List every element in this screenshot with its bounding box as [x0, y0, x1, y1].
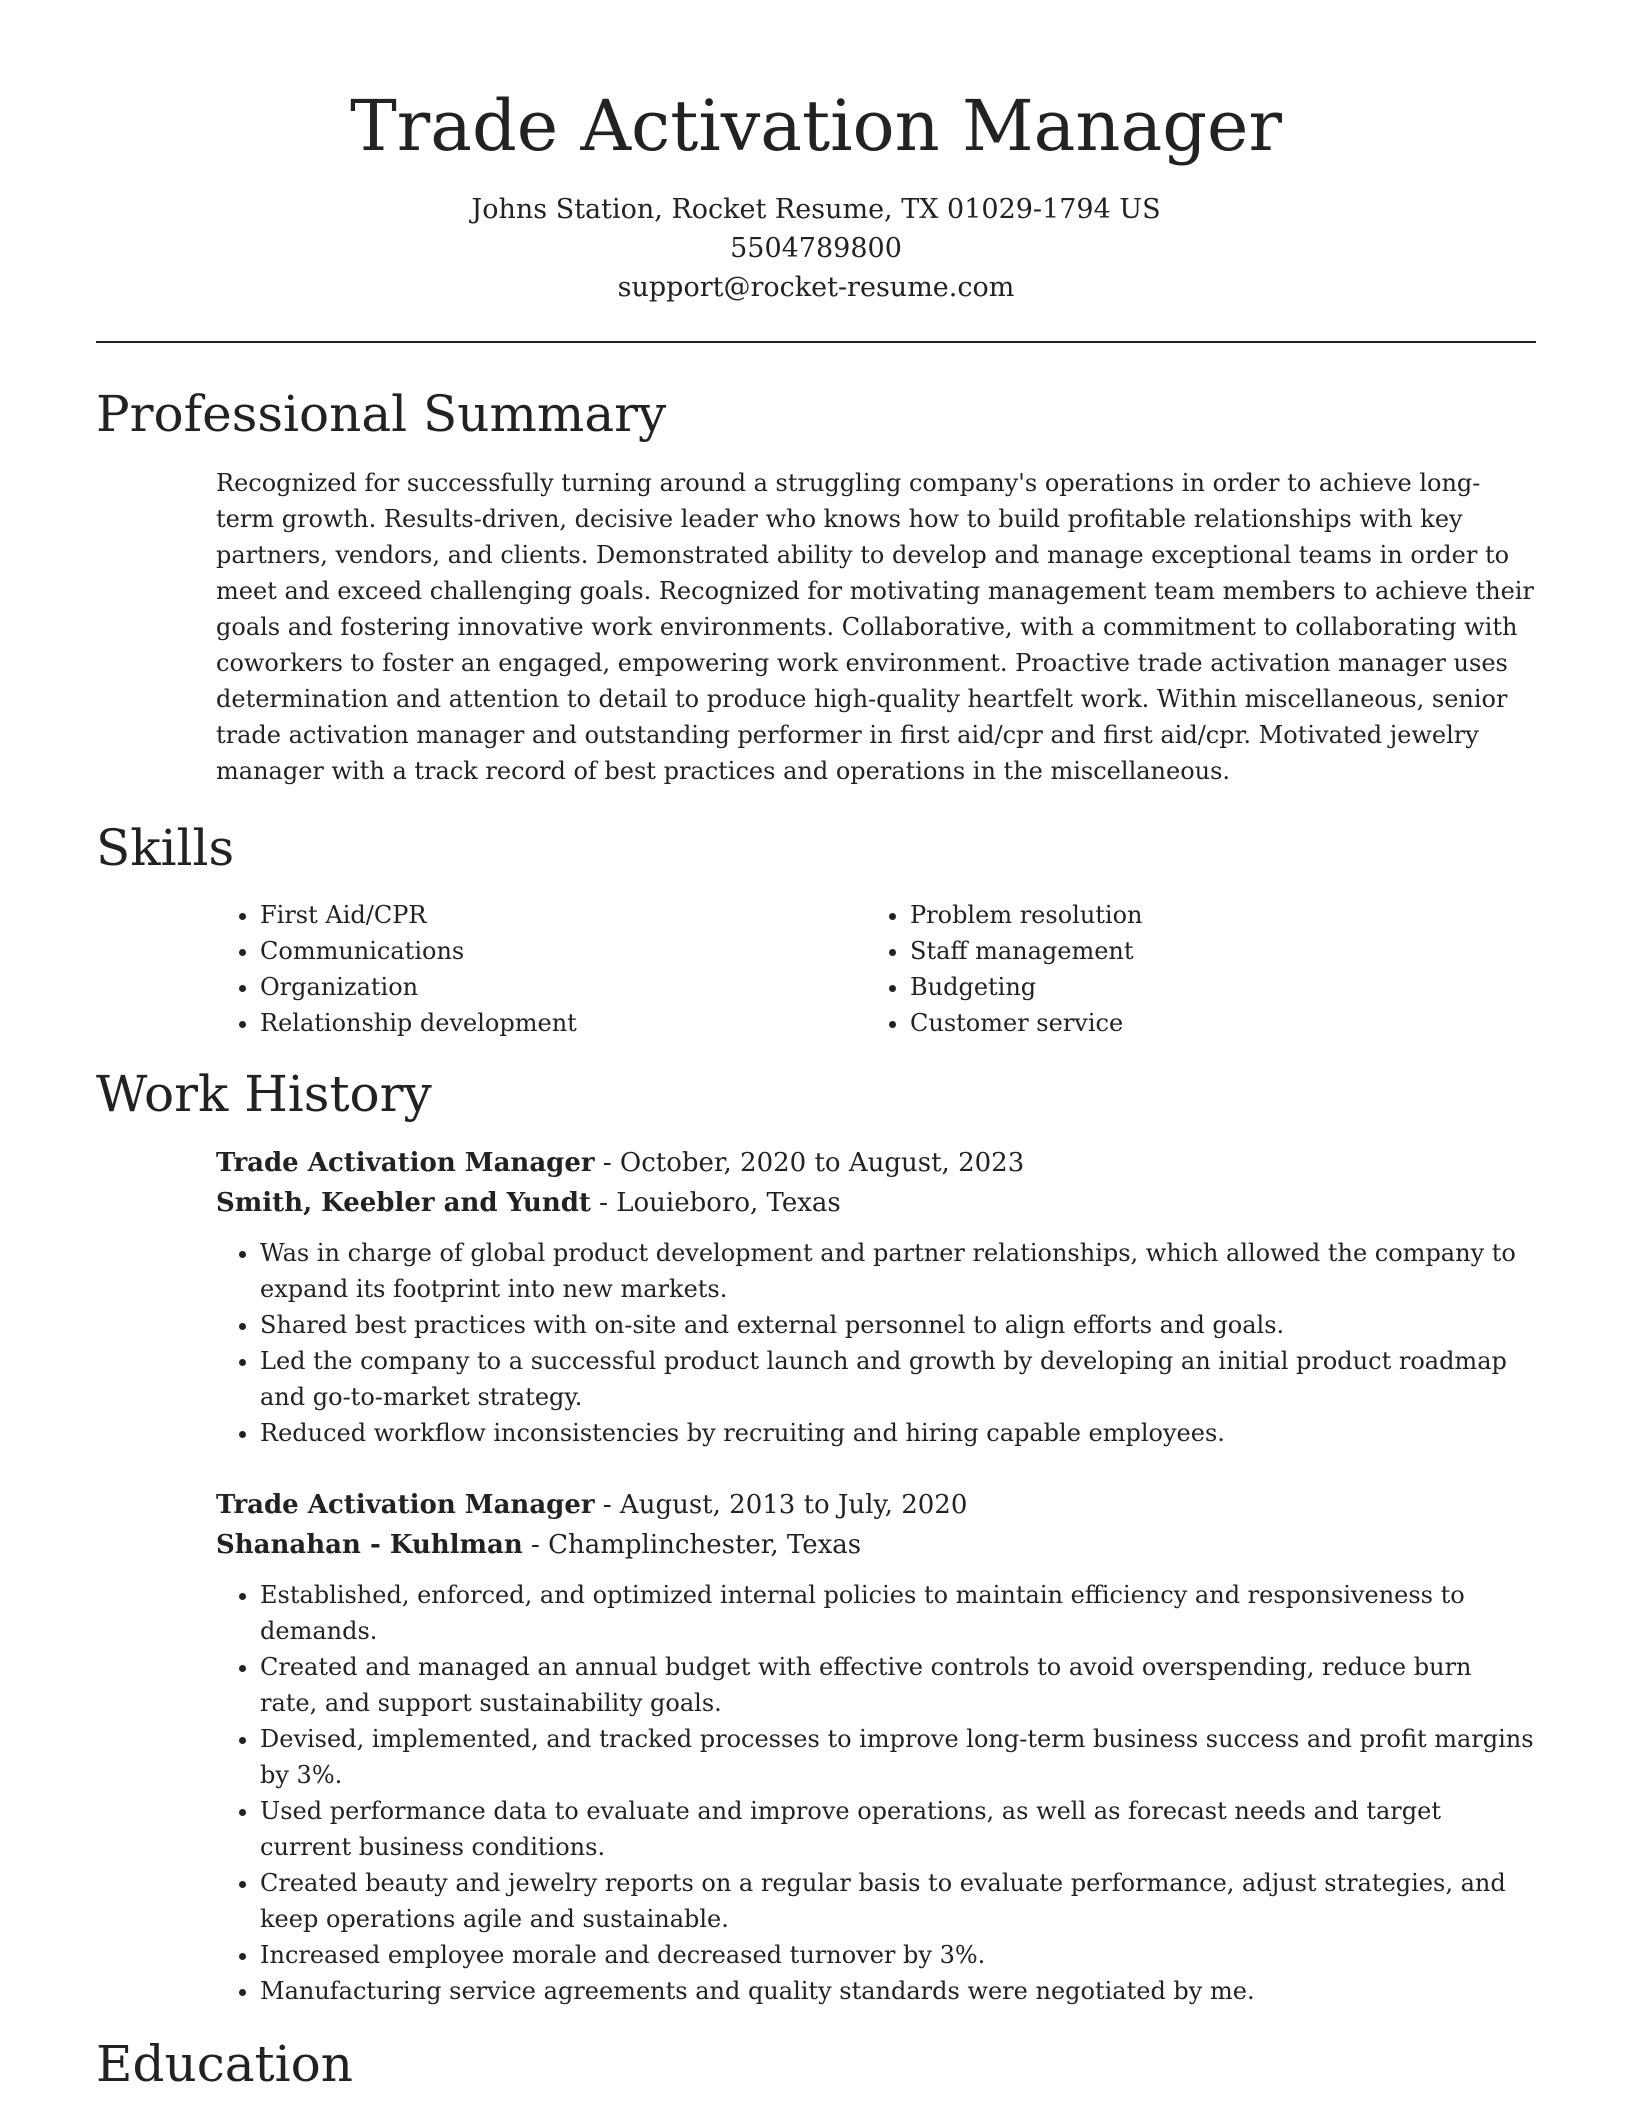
- summary-section: [96, 383, 1536, 789]
- job-title: Trade Activation Manager: [216, 1490, 595, 1520]
- job-bullet: • Led the company to a successful product launch and growth by developing an initial product roadmap and go-to-market strategy.: [260, 1343, 1536, 1415]
- job-dates: - August, 2013 to July, 2020: [594, 1490, 968, 1520]
- job-company-line: [216, 1525, 1536, 1565]
- skill-item: • Staff management: [910, 933, 1516, 969]
- job-bullet: • Established, enforced, and optimized internal policies to maintain efficiency and responsiveness to demands.: [260, 1577, 1536, 1649]
- job-bullet: • Manufacturing service agreements and quality standards were negotiated by me.: [260, 1973, 1536, 2009]
- job-bullet: • Shared best practices with on-site and external personnel to align efforts and goals.: [260, 1307, 1536, 1343]
- job-bullet: • Created and managed an annual budget with effective controls to avoid overspending, reduce burn rate, and support sustainability goals.: [260, 1649, 1536, 1721]
- resume-header: [96, 0, 1536, 307]
- job-dates: - October, 2020 to August, 2023: [594, 1148, 1025, 1178]
- skill-item: • First Aid/CPR: [260, 897, 866, 933]
- work-history-section: [96, 1063, 1536, 2009]
- job-bullet: • Created beauty and jewelry reports on a regular basis to evaluate performance, adjust strategies, and keep operations agile and sustainable.: [260, 1865, 1536, 1937]
- summary-heading: Professional Summary: [96, 385, 667, 443]
- job-bullet: • Reduced workflow inconsistencies by recruiting and hiring capable employees.: [260, 1415, 1536, 1451]
- job-company-line: [216, 1183, 1536, 1223]
- work-history-heading: Work History: [96, 1065, 432, 1123]
- job-title-line: [216, 1485, 1536, 1525]
- candidate-name: Trade Activation Manager: [350, 85, 1282, 167]
- skills-heading: Skills: [96, 819, 235, 877]
- address-text: Johns Station, Rocket Resume, TX 01029-1794 US: [471, 194, 1161, 225]
- job-bullet: • Increased employee morale and decreased turnover by 3%.: [260, 1937, 1536, 1973]
- job-company: Shanahan - Kuhlman: [216, 1530, 523, 1560]
- email-text: support@rocket-resume.com: [617, 272, 1015, 303]
- skill-item: • Relationship development: [260, 1005, 866, 1041]
- skill-item: • Organization: [260, 969, 866, 1005]
- job-title: Trade Activation Manager: [216, 1148, 595, 1178]
- education-section: [96, 2033, 1536, 2095]
- skill-item: • Communications: [260, 933, 866, 969]
- contact-block: [96, 190, 1536, 307]
- header-divider: [96, 341, 1536, 343]
- job-title-line: [216, 1143, 1536, 1183]
- skill-item: • Problem resolution: [910, 897, 1516, 933]
- job-company: Smith, Keebler and Yundt: [216, 1188, 591, 1218]
- job-bullet: • Was in charge of global product development and partner relationships, which allowed the company to expand its footprint into new markets.: [260, 1235, 1536, 1307]
- resume-page: [96, 0, 1536, 2095]
- skills-list-right: [866, 897, 1516, 1041]
- job-bullets: [216, 1235, 1536, 1451]
- skills-list-left: [216, 897, 866, 1041]
- summary-paragraph: Recognized for successfully turning around a struggling company's operations in order to achieve long-term growth. Results-driven, decisive leader who knows how to build profitable relationships with key partners, vendors, and clients. Demonstrated ability to develop and manage exceptional teams in order to meet and exceed challenging goals. Recognized for motivating management team members to achieve their goals and fostering innovative work environments. Collaborative, with a commitment to collaborating with coworkers to foster an engaged, empowering work environment. Proactive trade activation manager uses determination and attention to detail to produce high-quality heartfelt work. Within miscellaneous, senior trade activation manager and outstanding performer in first aid/cpr and first aid/cpr. Motivated jewelry manager with a track record of best practices and operations in the miscellaneous.: [216, 469, 1534, 785]
- job-bullet: • Devised, implemented, and tracked processes to improve long-term business success and profit margins by 3%.: [260, 1721, 1536, 1793]
- skill-item: • Customer service: [910, 1005, 1516, 1041]
- job-entry: [216, 1485, 1536, 2009]
- job-location: - Louieboro, Texas: [590, 1188, 841, 1218]
- job-location: - Champlinchester, Texas: [522, 1530, 862, 1560]
- skills-grid: [216, 897, 1536, 1041]
- job-entry: [216, 1143, 1536, 1451]
- education-heading: Education: [96, 2035, 353, 2093]
- skill-item: • Budgeting: [910, 969, 1516, 1005]
- phone-text: 5504789800: [730, 233, 902, 264]
- job-bullet: • Used performance data to evaluate and improve operations, as well as forecast needs and target current business conditions.: [260, 1793, 1536, 1865]
- skills-section: [96, 817, 1536, 1041]
- job-bullets: [216, 1577, 1536, 2009]
